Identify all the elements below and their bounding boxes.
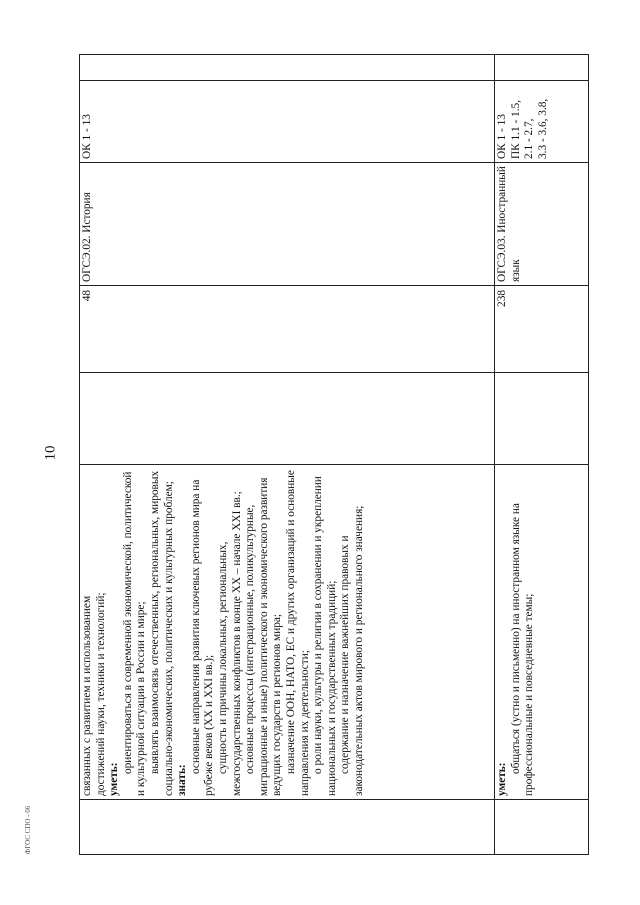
list-item: основные направления развития ключевых регионов мира на рубеже веков (XX и XXI вв.); xyxy=(189,479,216,796)
list-item: содержание и назначение важнейших правовых и законодательных актов мирового и регионального значения; xyxy=(339,505,365,796)
competencies-line: ПК 1.1 - 1.5, xyxy=(509,100,522,159)
competencies-value: ОК 1 - 13 xyxy=(81,114,93,159)
umet-label: уметь: xyxy=(496,762,508,796)
hours-value: 238 xyxy=(496,290,508,307)
footer-code: ФГОС СПО - 06 xyxy=(24,805,32,855)
competencies-line: 3.3 - 3.6, 3.8, xyxy=(536,98,549,159)
competencies-cell xyxy=(80,81,495,163)
list-item: ориентироваться в современной экономической, политической и культурной ситуации в России и мире; xyxy=(121,471,148,796)
list-item: основные процессы (интеграционные, поликультурные, миграционные и иные) политического и экономического развития ведущих государств и регионов мира; xyxy=(244,477,284,796)
list-item: назначение ООН, НАТО, ЕС и других организаций и основные направления их деятельности; xyxy=(284,470,311,796)
discipline-name: ОГСЭ.02. История xyxy=(81,192,93,282)
list-item: сущность и причины локальных, региональных, межгосударственных конфликтов в конце XX – начале XXI вв.; xyxy=(216,491,243,796)
content-cell xyxy=(495,465,589,800)
content-line: связанных с развитием и использованием xyxy=(81,595,93,796)
table-row xyxy=(80,55,495,855)
hours-cell xyxy=(80,286,495,373)
rotated-page-content xyxy=(79,55,588,855)
index-cell xyxy=(80,800,495,855)
index-cell xyxy=(495,800,589,855)
competencies-line: ОК 1 - 13 xyxy=(496,114,508,159)
table-row xyxy=(495,55,589,855)
empty-cell xyxy=(495,373,589,465)
list-item: выявлять взаимосвязь отечественных, региональных, мировых социально-экономических, политических и культурных проблем; xyxy=(148,470,175,796)
competencies-line: 2.1 - 2.7, xyxy=(523,118,536,159)
discipline-cell xyxy=(495,163,589,286)
umet-label: уметь: xyxy=(108,762,121,796)
list-item: о роли науки, культуры и религии в сохранении и укреплении национальных и государственных традиций; xyxy=(312,476,338,796)
page-number: 10 xyxy=(42,445,59,461)
content-line: достижений науки, техники и технологий; xyxy=(94,592,107,796)
curriculum-table xyxy=(79,54,589,855)
competencies-cell xyxy=(495,81,589,163)
discipline-name: ОГСЭ.03. Иностранный язык xyxy=(496,166,522,282)
empty-cell xyxy=(80,55,495,81)
hours-cell xyxy=(495,286,589,373)
discipline-cell xyxy=(80,163,495,286)
list-item: общаться (устно и письменно) на иностранном языке на профессиональные и повседневные темы; xyxy=(509,503,536,796)
hours-value: 48 xyxy=(81,290,93,302)
znat-label: знать: xyxy=(176,764,189,796)
content-cell xyxy=(80,465,495,800)
empty-cell xyxy=(495,55,589,81)
empty-cell xyxy=(80,373,495,465)
